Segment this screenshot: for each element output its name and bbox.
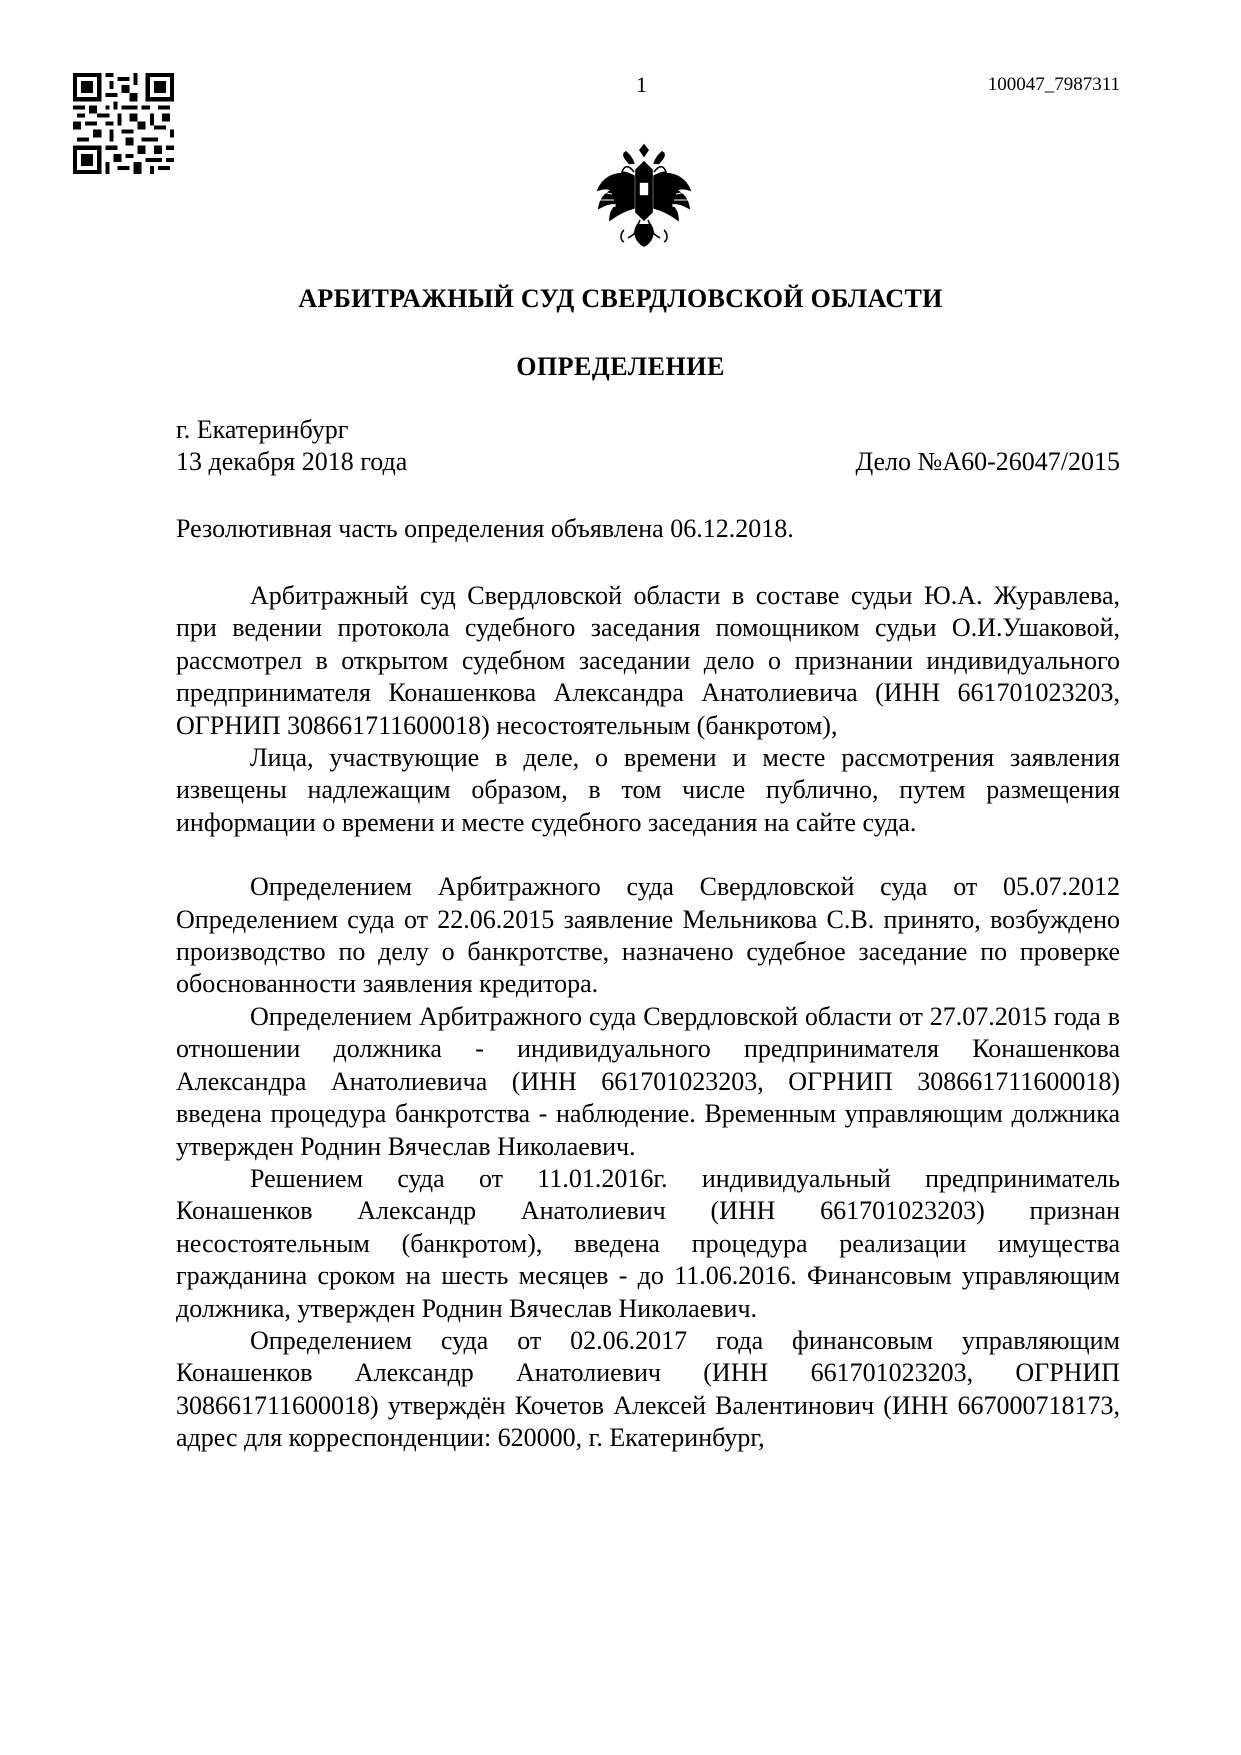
document-body xyxy=(176,580,1120,1455)
paragraph: Определением Арбитражного суда Свердловской суда от 05.07.2012 Определением суда от 22.06.2015 заявление Мельникова С.В. принято, возбуждено производство по делу о банкротстве, назначено судебное заседание по проверке обоснованности заявления кредитора. xyxy=(176,872,1120,999)
document-type-heading: ОПРЕДЕЛЕНИЕ xyxy=(516,352,725,381)
city: г. Екатеринбург xyxy=(176,415,349,444)
resolution-note: Резолютивная часть определения объявлена 06.12.2018. xyxy=(176,514,794,543)
paragraph: Лица, участвующие в деле, о времени и месте рассмотрения заявления извещены надлежащим образом, в том числе публично, путем размещения информации о времени и месте судебного заседания на сайте суда. xyxy=(176,743,1120,837)
court-title: АРБИТРАЖНЫЙ СУД СВЕРДЛОВСКОЙ ОБЛАСТИ xyxy=(298,284,943,313)
paragraph: Решением суда от 11.01.2016г. индивидуальный предприниматель Конашенков Александр Анатолиевич (ИНН 661701023203) признан несостоятельным (банкротом), введена процедура реализации имущества гражданина сроком на шесть месяцев - до 11.06.2016. Финансовым управляющим должника, утвержден Роднин Вячеслав Николаевич. xyxy=(176,1163,1120,1323)
document-date: 13 декабря 2018 года xyxy=(176,447,408,476)
date-case-row xyxy=(176,446,1120,478)
paragraph: Определением суда от 02.06.2017 года финансовым управляющим Конашенков Александр Анатолиевич (ИНН 661701023203, ОГРНИП 308661711600018) утверждён Кочетов Алексей Валентинович (ИНН 667000718173, адрес для корреспонденции: 620000, г. Екатеринбург, xyxy=(176,1325,1120,1453)
paragraph: Определением Арбитражного суда Свердловской области от 27.07.2015 года в отношении должника - индивидуального предпринимателя Конашенкова Александра Анатолиевича (ИНН 661701023203, ОГРНИП 308661711600018) введена процедура банкротства - наблюдение. Временным управляющим должника утвержден Роднин Вячеслав Николаевич. xyxy=(176,1001,1120,1161)
coat-of-arms-icon xyxy=(594,142,694,250)
document-id: 100047_7987311 xyxy=(987,74,1120,95)
paragraph: Арбитражный суд Свердловской области в составе судьи Ю.А. Журавлева, при ведении протокола судебного заседания помощником судьи О.И.Ушаковой, рассмотрел в открытом судебном заседании дело о признании индивидуального предпринимателя Конашенкова Александра Анатолиевича (ИНН 661701023203, ОГРНИП 308661711600018) несостоятельным (банкротом), xyxy=(176,581,1120,740)
page-number: 1 xyxy=(636,72,647,97)
case-number: Дело №А60-26047/2015 xyxy=(855,447,1120,476)
qr-code xyxy=(73,73,174,174)
